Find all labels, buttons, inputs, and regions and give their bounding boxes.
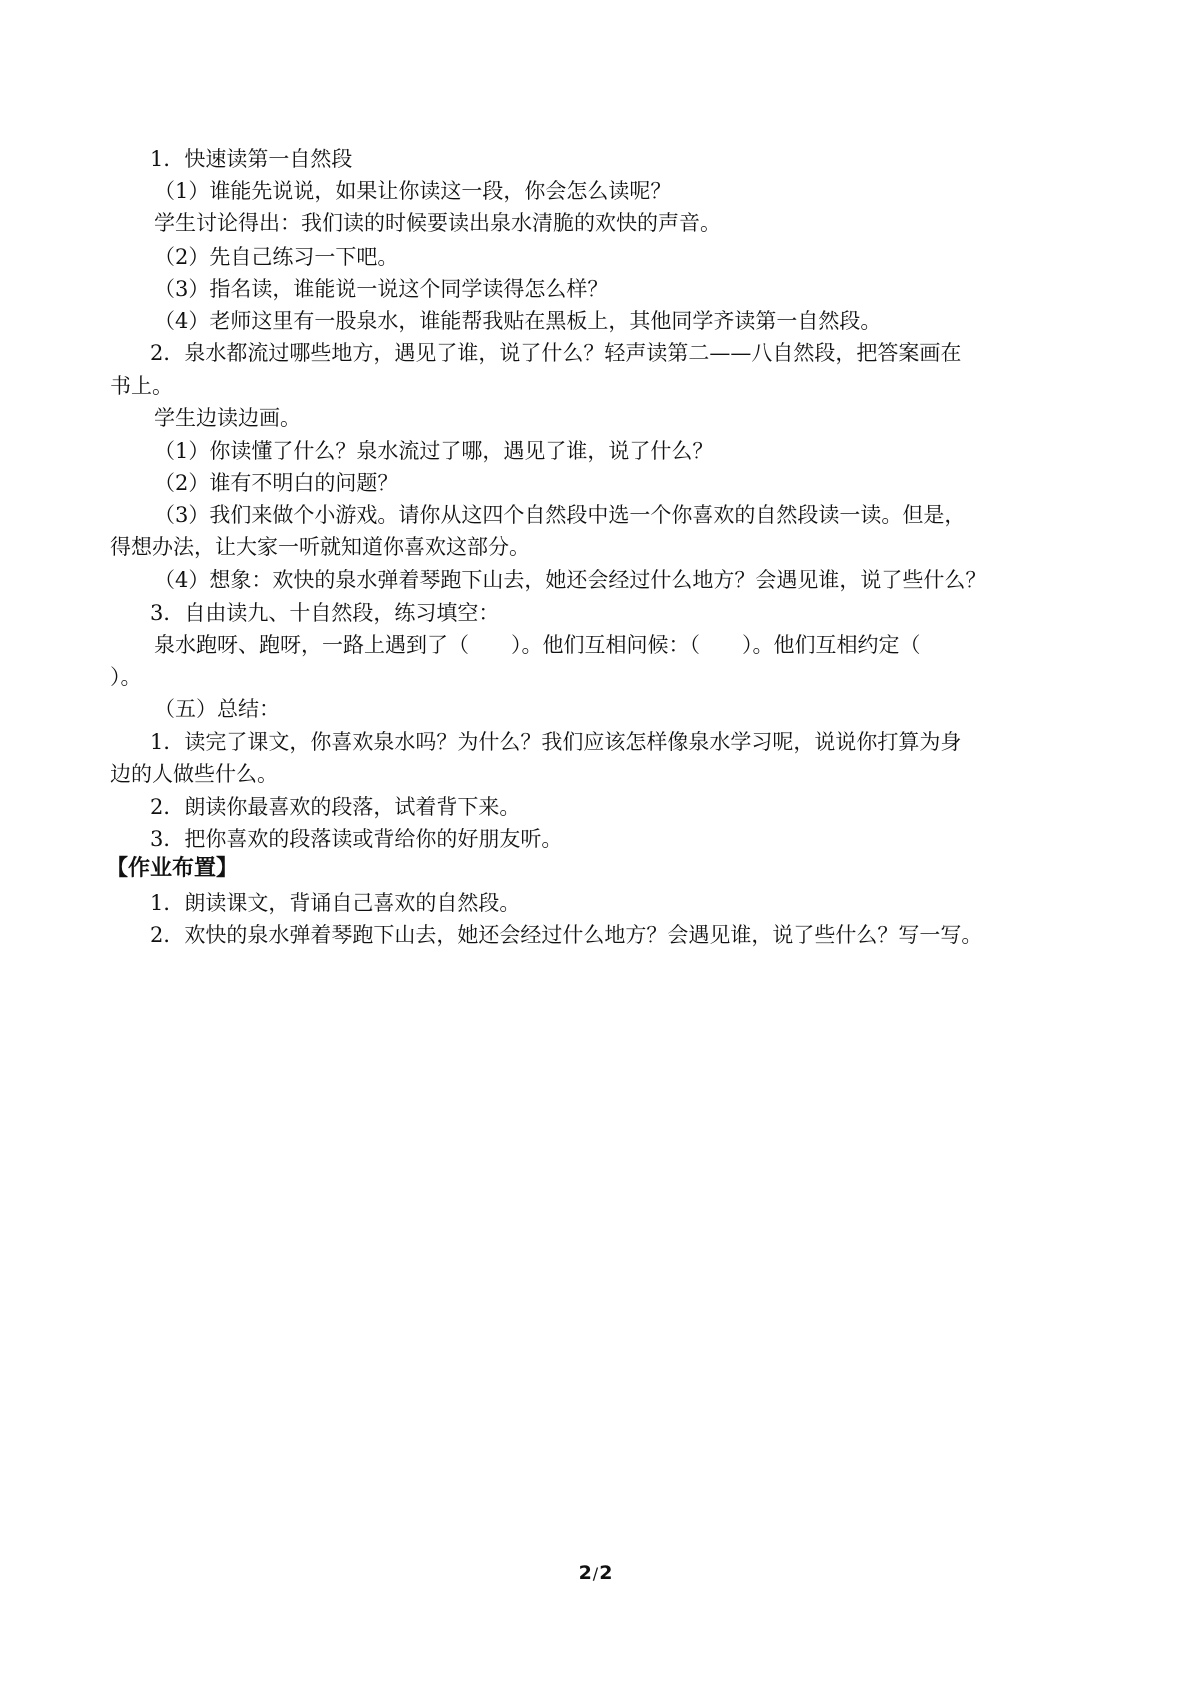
fill-in-blank-line: 泉水跑呀、跑呀，一路上遇到了（ ）。他们互相问候：（ ）。他们互相约定（	[154, 633, 921, 657]
text-line: （1）你读懂了什么？泉水流过了哪，遇见了谁，说了什么？	[154, 439, 714, 463]
homework-item: 1．朗读课文，背诵自己喜欢的自然段。	[150, 891, 521, 915]
text-line: 边的人做些什么。	[110, 762, 278, 786]
text-line: 得想办法，让大家一听就知道你喜欢这部分。	[110, 535, 530, 559]
text-line: （3）我们来做个小游戏。请你从这四个自然段中选一个你喜欢的自然段读一读。但是，	[154, 503, 966, 527]
page-number	[0, 1561, 1191, 1586]
text-line: （2）先自己练习一下吧。	[154, 245, 399, 269]
section-summary-heading: （五）总结：	[154, 697, 280, 721]
text-line: （4）想象：欢快的泉水弹着琴跑下山去，她还会经过什么地方？会遇见谁，说了些什么？	[154, 568, 987, 592]
text-line: 3．把你喜欢的段落读或背给你的好朋友听。	[150, 827, 563, 851]
text-line: 2．泉水都流过哪些地方，遇见了谁，说了什么？轻声读第二——八自然段，把答案画在	[150, 341, 962, 365]
current-page-number: 2	[578, 1562, 592, 1584]
text-line: 学生讨论得出：我们读的时候要读出泉水清脆的欢快的声音。	[154, 211, 721, 235]
text-line: （3）指名读，谁能说一说这个同学读得怎么样？	[154, 277, 609, 301]
homework-item: 2．欢快的泉水弹着琴跑下山去，她还会经过什么地方？会遇见谁，说了些什么？写一写。	[150, 923, 983, 947]
text-line: 2．朗读你最喜欢的段落，试着背下来。	[150, 795, 521, 819]
text-line: （2）谁有不明白的问题？	[154, 471, 399, 495]
text-line: 3．自由读九、十自然段，练习填空：	[150, 601, 500, 625]
text-line: （4）老师这里有一股泉水，谁能帮我贴在黑板上，其他同学齐读第一自然段。	[154, 309, 882, 333]
homework-heading: 【作业布置】	[106, 856, 239, 881]
text-line: ）。	[110, 665, 142, 689]
text-line: （1）谁能先说说，如果让你读这一段，你会怎么读呢？	[154, 179, 672, 203]
text-line: 书上。	[110, 374, 173, 398]
text-line: 1．读完了课文，你喜欢泉水吗？为什么？我们应该怎样像泉水学习呢，说说你打算为身	[150, 730, 962, 754]
page-separator: /	[592, 1564, 599, 1583]
text-line: 学生边读边画。	[154, 406, 301, 430]
total-pages: 2	[599, 1562, 613, 1584]
text-line: 1．快速读第一自然段	[150, 147, 353, 171]
